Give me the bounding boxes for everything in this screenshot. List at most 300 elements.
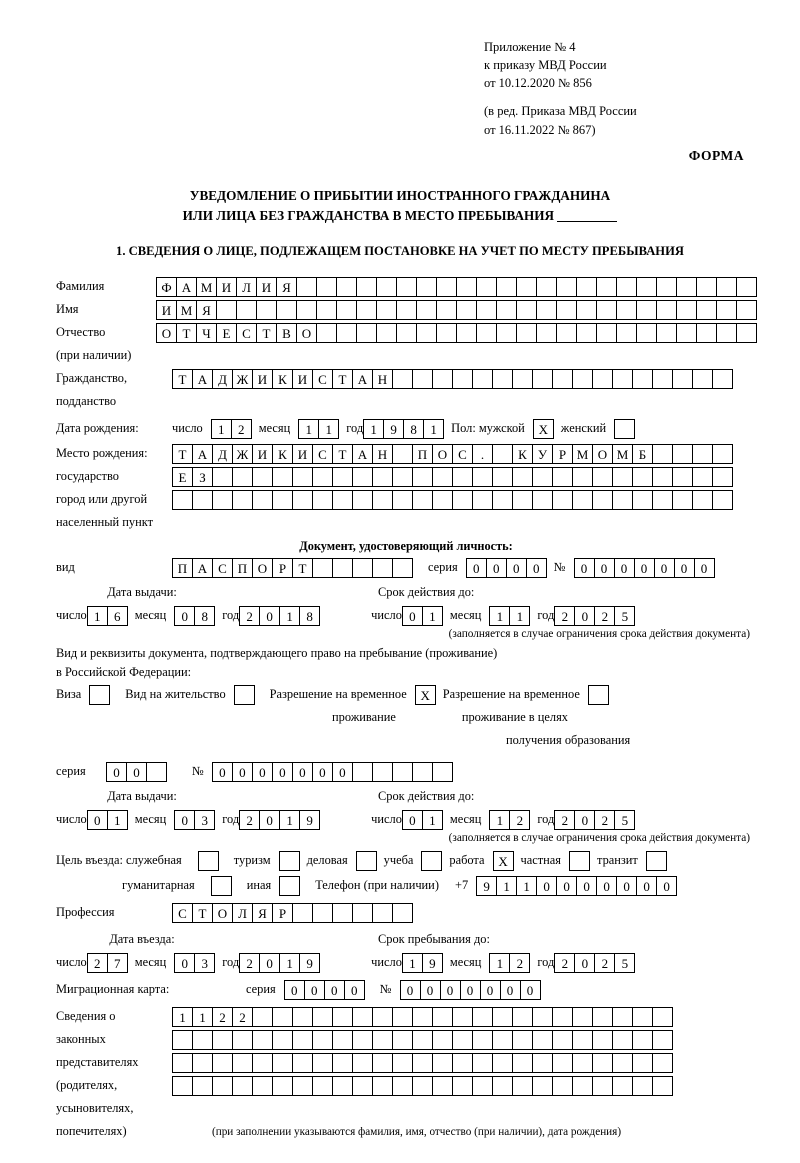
char-cell[interactable]: 0	[440, 980, 461, 1000]
char-cell[interactable]	[496, 277, 517, 297]
char-cell[interactable]: 0	[312, 762, 333, 782]
char-cell[interactable]: С	[312, 369, 333, 389]
char-cell[interactable]	[516, 300, 537, 320]
char-cell[interactable]: Л	[232, 903, 253, 923]
char-cell[interactable]	[652, 1053, 673, 1073]
char-cell[interactable]: И	[256, 277, 277, 297]
char-cell[interactable]: 6	[107, 606, 128, 626]
char-cell[interactable]	[492, 490, 513, 510]
char-cell[interactable]	[572, 1053, 593, 1073]
char-cell[interactable]	[472, 1007, 493, 1027]
char-cell[interactable]	[172, 1053, 193, 1073]
char-cell[interactable]: 1	[318, 419, 339, 439]
char-cell[interactable]	[592, 1076, 613, 1096]
char-cell[interactable]	[452, 1007, 473, 1027]
char-cell[interactable]: 0	[466, 558, 487, 578]
patronymic-input[interactable]	[156, 323, 756, 343]
char-cell[interactable]	[476, 323, 497, 343]
char-cell[interactable]: 2	[239, 810, 260, 830]
char-cell[interactable]: 9	[422, 953, 443, 973]
char-cell[interactable]: Н	[372, 444, 393, 464]
char-cell[interactable]	[492, 1053, 513, 1073]
char-cell[interactable]: 2	[509, 810, 530, 830]
char-cell[interactable]: 5	[614, 953, 635, 973]
char-cell[interactable]	[279, 876, 300, 896]
char-cell[interactable]: 0	[556, 876, 577, 896]
doc-kind-input[interactable]	[172, 558, 412, 578]
char-cell[interactable]	[252, 1030, 273, 1050]
doc-valid-year-input[interactable]	[554, 606, 634, 626]
char-cell[interactable]	[556, 300, 577, 320]
char-cell[interactable]	[432, 1030, 453, 1050]
char-cell[interactable]	[512, 490, 533, 510]
char-cell[interactable]	[352, 1076, 373, 1096]
char-cell[interactable]	[252, 490, 273, 510]
char-cell[interactable]: 0	[174, 953, 195, 973]
char-cell[interactable]: 3	[194, 810, 215, 830]
char-cell[interactable]: Ж	[232, 369, 253, 389]
char-cell[interactable]	[592, 467, 613, 487]
char-cell[interactable]	[492, 1076, 513, 1096]
char-cell[interactable]	[252, 1076, 273, 1096]
char-cell[interactable]: 0	[636, 876, 657, 896]
mig-number-input[interactable]	[400, 980, 540, 1000]
char-cell[interactable]	[372, 762, 393, 782]
char-cell[interactable]: Р	[272, 903, 293, 923]
char-cell[interactable]: Ж	[232, 444, 253, 464]
char-cell[interactable]: 1	[422, 810, 443, 830]
char-cell[interactable]	[372, 490, 393, 510]
char-cell[interactable]: С	[172, 903, 193, 923]
birth-place-input-1[interactable]	[172, 444, 732, 464]
char-cell[interactable]	[432, 1076, 453, 1096]
char-cell[interactable]	[636, 300, 657, 320]
char-cell[interactable]	[332, 1007, 353, 1027]
char-cell[interactable]: 0	[460, 980, 481, 1000]
char-cell[interactable]	[596, 300, 617, 320]
char-cell[interactable]	[652, 467, 673, 487]
char-cell[interactable]	[512, 1030, 533, 1050]
char-cell[interactable]	[692, 444, 713, 464]
char-cell[interactable]	[736, 277, 757, 297]
char-cell[interactable]: 0	[174, 606, 195, 626]
char-cell[interactable]: 1	[279, 606, 300, 626]
char-cell[interactable]: 1	[422, 606, 443, 626]
char-cell[interactable]: 0	[694, 558, 715, 578]
char-cell[interactable]	[372, 1076, 393, 1096]
char-cell[interactable]	[272, 490, 293, 510]
stay-issue-month-input[interactable]	[174, 810, 214, 830]
char-cell[interactable]	[496, 300, 517, 320]
char-cell[interactable]	[532, 490, 553, 510]
stay-number-input[interactable]	[212, 762, 452, 782]
char-cell[interactable]: 0	[616, 876, 637, 896]
char-cell[interactable]	[212, 1076, 233, 1096]
char-cell[interactable]	[632, 1007, 653, 1027]
char-cell[interactable]: И	[156, 300, 177, 320]
surname-input[interactable]	[156, 277, 756, 297]
char-cell[interactable]	[576, 277, 597, 297]
char-cell[interactable]	[172, 490, 193, 510]
char-cell[interactable]: 1	[172, 1007, 193, 1027]
char-cell[interactable]	[616, 300, 637, 320]
char-cell[interactable]: 2	[509, 953, 530, 973]
char-cell[interactable]	[412, 1076, 433, 1096]
char-cell[interactable]	[569, 851, 590, 871]
char-cell[interactable]	[372, 903, 393, 923]
char-cell[interactable]	[392, 1076, 413, 1096]
char-cell[interactable]	[532, 1007, 553, 1027]
purpose-transit-checkbox[interactable]	[646, 851, 666, 871]
char-cell[interactable]: 0	[284, 980, 305, 1000]
char-cell[interactable]	[736, 300, 757, 320]
char-cell[interactable]	[492, 1007, 513, 1027]
char-cell[interactable]: 0	[594, 558, 615, 578]
char-cell[interactable]: Б	[632, 444, 653, 464]
char-cell[interactable]: 1	[489, 606, 510, 626]
char-cell[interactable]	[456, 300, 477, 320]
char-cell[interactable]	[172, 1030, 193, 1050]
char-cell[interactable]: 7	[107, 953, 128, 973]
char-cell[interactable]: 0	[324, 980, 345, 1000]
char-cell[interactable]	[452, 1053, 473, 1073]
char-cell[interactable]	[472, 467, 493, 487]
char-cell[interactable]	[432, 490, 453, 510]
char-cell[interactable]	[452, 1030, 473, 1050]
char-cell[interactable]	[396, 300, 417, 320]
char-cell[interactable]	[352, 558, 373, 578]
char-cell[interactable]: 2	[231, 419, 252, 439]
char-cell[interactable]	[596, 323, 617, 343]
char-cell[interactable]	[472, 1053, 493, 1073]
char-cell[interactable]: 0	[596, 876, 617, 896]
char-cell[interactable]	[496, 323, 517, 343]
char-cell[interactable]	[332, 1030, 353, 1050]
char-cell[interactable]: 0	[252, 762, 273, 782]
char-cell[interactable]	[396, 323, 417, 343]
temp-residence-checkbox[interactable]	[415, 685, 435, 705]
char-cell[interactable]	[492, 1030, 513, 1050]
char-cell[interactable]: С	[452, 444, 473, 464]
char-cell[interactable]	[212, 1030, 233, 1050]
char-cell[interactable]: Е	[172, 467, 193, 487]
purpose-study-checkbox[interactable]	[421, 851, 441, 871]
char-cell[interactable]	[716, 277, 737, 297]
char-cell[interactable]: 1	[516, 876, 537, 896]
char-cell[interactable]: 2	[239, 606, 260, 626]
char-cell[interactable]	[232, 490, 253, 510]
char-cell[interactable]	[252, 1053, 273, 1073]
char-cell[interactable]: 2	[554, 953, 575, 973]
char-cell[interactable]: 9	[299, 953, 320, 973]
char-cell[interactable]	[716, 300, 737, 320]
char-cell[interactable]: О	[252, 558, 273, 578]
char-cell[interactable]	[612, 1007, 633, 1027]
char-cell[interactable]	[376, 277, 397, 297]
char-cell[interactable]: С	[212, 558, 233, 578]
char-cell[interactable]	[552, 1076, 573, 1096]
char-cell[interactable]: 1	[279, 810, 300, 830]
char-cell[interactable]: Я	[196, 300, 217, 320]
char-cell[interactable]: 9	[299, 810, 320, 830]
char-cell[interactable]	[452, 369, 473, 389]
char-cell[interactable]: 3	[194, 953, 215, 973]
char-cell[interactable]	[232, 1053, 253, 1073]
char-cell[interactable]	[512, 467, 533, 487]
phone-input[interactable]	[476, 876, 676, 896]
char-cell[interactable]	[352, 467, 373, 487]
char-cell[interactable]	[416, 300, 437, 320]
char-cell[interactable]: 0	[480, 980, 501, 1000]
char-cell[interactable]	[356, 300, 377, 320]
char-cell[interactable]: 0	[259, 606, 280, 626]
char-cell[interactable]: 0	[574, 810, 595, 830]
char-cell[interactable]	[216, 300, 237, 320]
char-cell[interactable]	[652, 1076, 673, 1096]
char-cell[interactable]	[656, 277, 677, 297]
char-cell[interactable]	[336, 300, 357, 320]
char-cell[interactable]: Я	[252, 903, 273, 923]
stay-issue-year-input[interactable]	[239, 810, 319, 830]
char-cell[interactable]	[652, 1007, 673, 1027]
char-cell[interactable]	[532, 369, 553, 389]
char-cell[interactable]: 2	[594, 606, 615, 626]
char-cell[interactable]: 9	[383, 419, 404, 439]
char-cell[interactable]: 0	[212, 762, 233, 782]
char-cell[interactable]: А	[352, 444, 373, 464]
entry-year-input[interactable]	[239, 953, 319, 973]
char-cell[interactable]	[636, 323, 657, 343]
char-cell[interactable]	[412, 762, 433, 782]
char-cell[interactable]: 0	[520, 980, 541, 1000]
char-cell[interactable]	[492, 444, 513, 464]
char-cell[interactable]	[432, 1053, 453, 1073]
char-cell[interactable]	[552, 467, 573, 487]
char-cell[interactable]	[612, 467, 633, 487]
char-cell[interactable]: 1	[402, 953, 423, 973]
char-cell[interactable]: Х	[533, 419, 554, 439]
char-cell[interactable]	[672, 369, 693, 389]
char-cell[interactable]	[632, 1053, 653, 1073]
char-cell[interactable]	[212, 1053, 233, 1073]
purpose-private-checkbox[interactable]	[569, 851, 589, 871]
char-cell[interactable]	[416, 323, 437, 343]
sex-male-checkbox[interactable]	[533, 419, 553, 439]
char-cell[interactable]	[312, 1076, 333, 1096]
char-cell[interactable]	[592, 1053, 613, 1073]
char-cell[interactable]	[592, 490, 613, 510]
char-cell[interactable]	[212, 467, 233, 487]
birth-year-input[interactable]	[363, 419, 443, 439]
char-cell[interactable]: 0	[674, 558, 695, 578]
char-cell[interactable]: 0	[272, 762, 293, 782]
char-cell[interactable]	[292, 490, 313, 510]
doc-issue-month-input[interactable]	[174, 606, 214, 626]
char-cell[interactable]: 0	[402, 810, 423, 830]
char-cell[interactable]: 2	[594, 953, 615, 973]
char-cell[interactable]	[272, 1053, 293, 1073]
char-cell[interactable]: А	[176, 277, 197, 297]
char-cell[interactable]	[292, 1007, 313, 1027]
char-cell[interactable]	[296, 277, 317, 297]
char-cell[interactable]	[192, 1030, 213, 1050]
char-cell[interactable]	[612, 1076, 633, 1096]
char-cell[interactable]	[292, 1030, 313, 1050]
char-cell[interactable]	[332, 1053, 353, 1073]
char-cell[interactable]: 0	[656, 876, 677, 896]
char-cell[interactable]	[536, 300, 557, 320]
char-cell[interactable]: А	[352, 369, 373, 389]
char-cell[interactable]	[276, 300, 297, 320]
char-cell[interactable]: 1	[496, 876, 517, 896]
char-cell[interactable]	[472, 369, 493, 389]
char-cell[interactable]	[372, 1030, 393, 1050]
char-cell[interactable]	[432, 369, 453, 389]
char-cell[interactable]	[492, 369, 513, 389]
char-cell[interactable]: 1	[87, 606, 108, 626]
char-cell[interactable]	[352, 1053, 373, 1073]
char-cell[interactable]	[236, 300, 257, 320]
char-cell[interactable]	[472, 490, 493, 510]
birth-day-input[interactable]	[211, 419, 251, 439]
sex-female-checkbox[interactable]	[614, 419, 634, 439]
char-cell[interactable]: Р	[272, 558, 293, 578]
char-cell[interactable]	[576, 300, 597, 320]
char-cell[interactable]	[392, 558, 413, 578]
char-cell[interactable]	[312, 903, 333, 923]
char-cell[interactable]	[712, 490, 733, 510]
char-cell[interactable]	[211, 876, 232, 896]
char-cell[interactable]	[572, 467, 593, 487]
visa-checkbox[interactable]	[89, 685, 109, 705]
char-cell[interactable]	[532, 1076, 553, 1096]
char-cell[interactable]: 1	[363, 419, 384, 439]
char-cell[interactable]	[712, 467, 733, 487]
char-cell[interactable]	[456, 323, 477, 343]
char-cell[interactable]	[716, 323, 737, 343]
char-cell[interactable]	[512, 1007, 533, 1027]
char-cell[interactable]	[192, 1076, 213, 1096]
mig-series-input[interactable]	[284, 980, 364, 1000]
char-cell[interactable]: 8	[299, 606, 320, 626]
char-cell[interactable]	[652, 490, 673, 510]
char-cell[interactable]: С	[312, 444, 333, 464]
legal-rep-input-1[interactable]	[172, 1007, 672, 1027]
char-cell[interactable]	[652, 1030, 673, 1050]
char-cell[interactable]	[421, 851, 442, 871]
char-cell[interactable]	[612, 1053, 633, 1073]
char-cell[interactable]	[556, 323, 577, 343]
char-cell[interactable]: Н	[372, 369, 393, 389]
char-cell[interactable]	[552, 1030, 573, 1050]
legal-rep-input-4[interactable]	[172, 1076, 672, 1096]
char-cell[interactable]: 0	[344, 980, 365, 1000]
char-cell[interactable]: 1	[509, 606, 530, 626]
char-cell[interactable]	[552, 369, 573, 389]
char-cell[interactable]	[192, 490, 213, 510]
char-cell[interactable]	[572, 490, 593, 510]
char-cell[interactable]	[352, 903, 373, 923]
doc-number-input[interactable]	[574, 558, 714, 578]
char-cell[interactable]: О	[432, 444, 453, 464]
stay-valid-day-input[interactable]	[402, 810, 442, 830]
char-cell[interactable]	[472, 1076, 493, 1096]
char-cell[interactable]: М	[612, 444, 633, 464]
purpose-service-checkbox[interactable]	[198, 851, 218, 871]
char-cell[interactable]	[532, 467, 553, 487]
char-cell[interactable]	[676, 277, 697, 297]
char-cell[interactable]: Ф	[156, 277, 177, 297]
char-cell[interactable]: П	[232, 558, 253, 578]
birth-month-input[interactable]	[298, 419, 338, 439]
char-cell[interactable]: Д	[212, 444, 233, 464]
char-cell[interactable]: 0	[614, 558, 635, 578]
char-cell[interactable]: К	[272, 444, 293, 464]
char-cell[interactable]: Х	[493, 851, 514, 871]
char-cell[interactable]	[352, 762, 373, 782]
char-cell[interactable]	[592, 369, 613, 389]
char-cell[interactable]: П	[172, 558, 193, 578]
char-cell[interactable]	[312, 1030, 333, 1050]
char-cell[interactable]: Я	[276, 277, 297, 297]
char-cell[interactable]	[392, 1053, 413, 1073]
char-cell[interactable]: 0	[259, 810, 280, 830]
char-cell[interactable]: 0	[574, 953, 595, 973]
char-cell[interactable]: 0	[402, 606, 423, 626]
char-cell[interactable]	[532, 1053, 553, 1073]
char-cell[interactable]	[372, 558, 393, 578]
char-cell[interactable]	[332, 558, 353, 578]
char-cell[interactable]: 0	[106, 762, 127, 782]
char-cell[interactable]	[232, 1030, 253, 1050]
char-cell[interactable]: Ч	[196, 323, 217, 343]
char-cell[interactable]	[632, 467, 653, 487]
char-cell[interactable]: Т	[332, 444, 353, 464]
char-cell[interactable]	[712, 444, 733, 464]
name-input[interactable]	[156, 300, 756, 320]
char-cell[interactable]: 1	[279, 953, 300, 973]
char-cell[interactable]	[376, 300, 397, 320]
char-cell[interactable]: .	[472, 444, 493, 464]
char-cell[interactable]: Т	[332, 369, 353, 389]
char-cell[interactable]	[632, 1030, 653, 1050]
char-cell[interactable]: 2	[212, 1007, 233, 1027]
char-cell[interactable]: И	[292, 369, 313, 389]
char-cell[interactable]	[256, 300, 277, 320]
char-cell[interactable]: М	[176, 300, 197, 320]
purpose-work-checkbox[interactable]	[493, 851, 513, 871]
char-cell[interactable]	[292, 467, 313, 487]
char-cell[interactable]: В	[276, 323, 297, 343]
purpose-tourism-checkbox[interactable]	[279, 851, 299, 871]
char-cell[interactable]	[656, 323, 677, 343]
char-cell[interactable]	[572, 1007, 593, 1027]
char-cell[interactable]	[312, 558, 333, 578]
char-cell[interactable]: 9	[476, 876, 497, 896]
char-cell[interactable]	[432, 1007, 453, 1027]
char-cell[interactable]: 8	[194, 606, 215, 626]
char-cell[interactable]: А	[192, 558, 213, 578]
residence-permit-checkbox[interactable]	[234, 685, 254, 705]
char-cell[interactable]: 1	[192, 1007, 213, 1027]
char-cell[interactable]: Р	[552, 444, 573, 464]
char-cell[interactable]	[332, 903, 353, 923]
stay-period-year-input[interactable]	[554, 953, 634, 973]
char-cell[interactable]	[672, 490, 693, 510]
char-cell[interactable]	[312, 1053, 333, 1073]
char-cell[interactable]	[452, 490, 473, 510]
char-cell[interactable]: И	[252, 369, 273, 389]
